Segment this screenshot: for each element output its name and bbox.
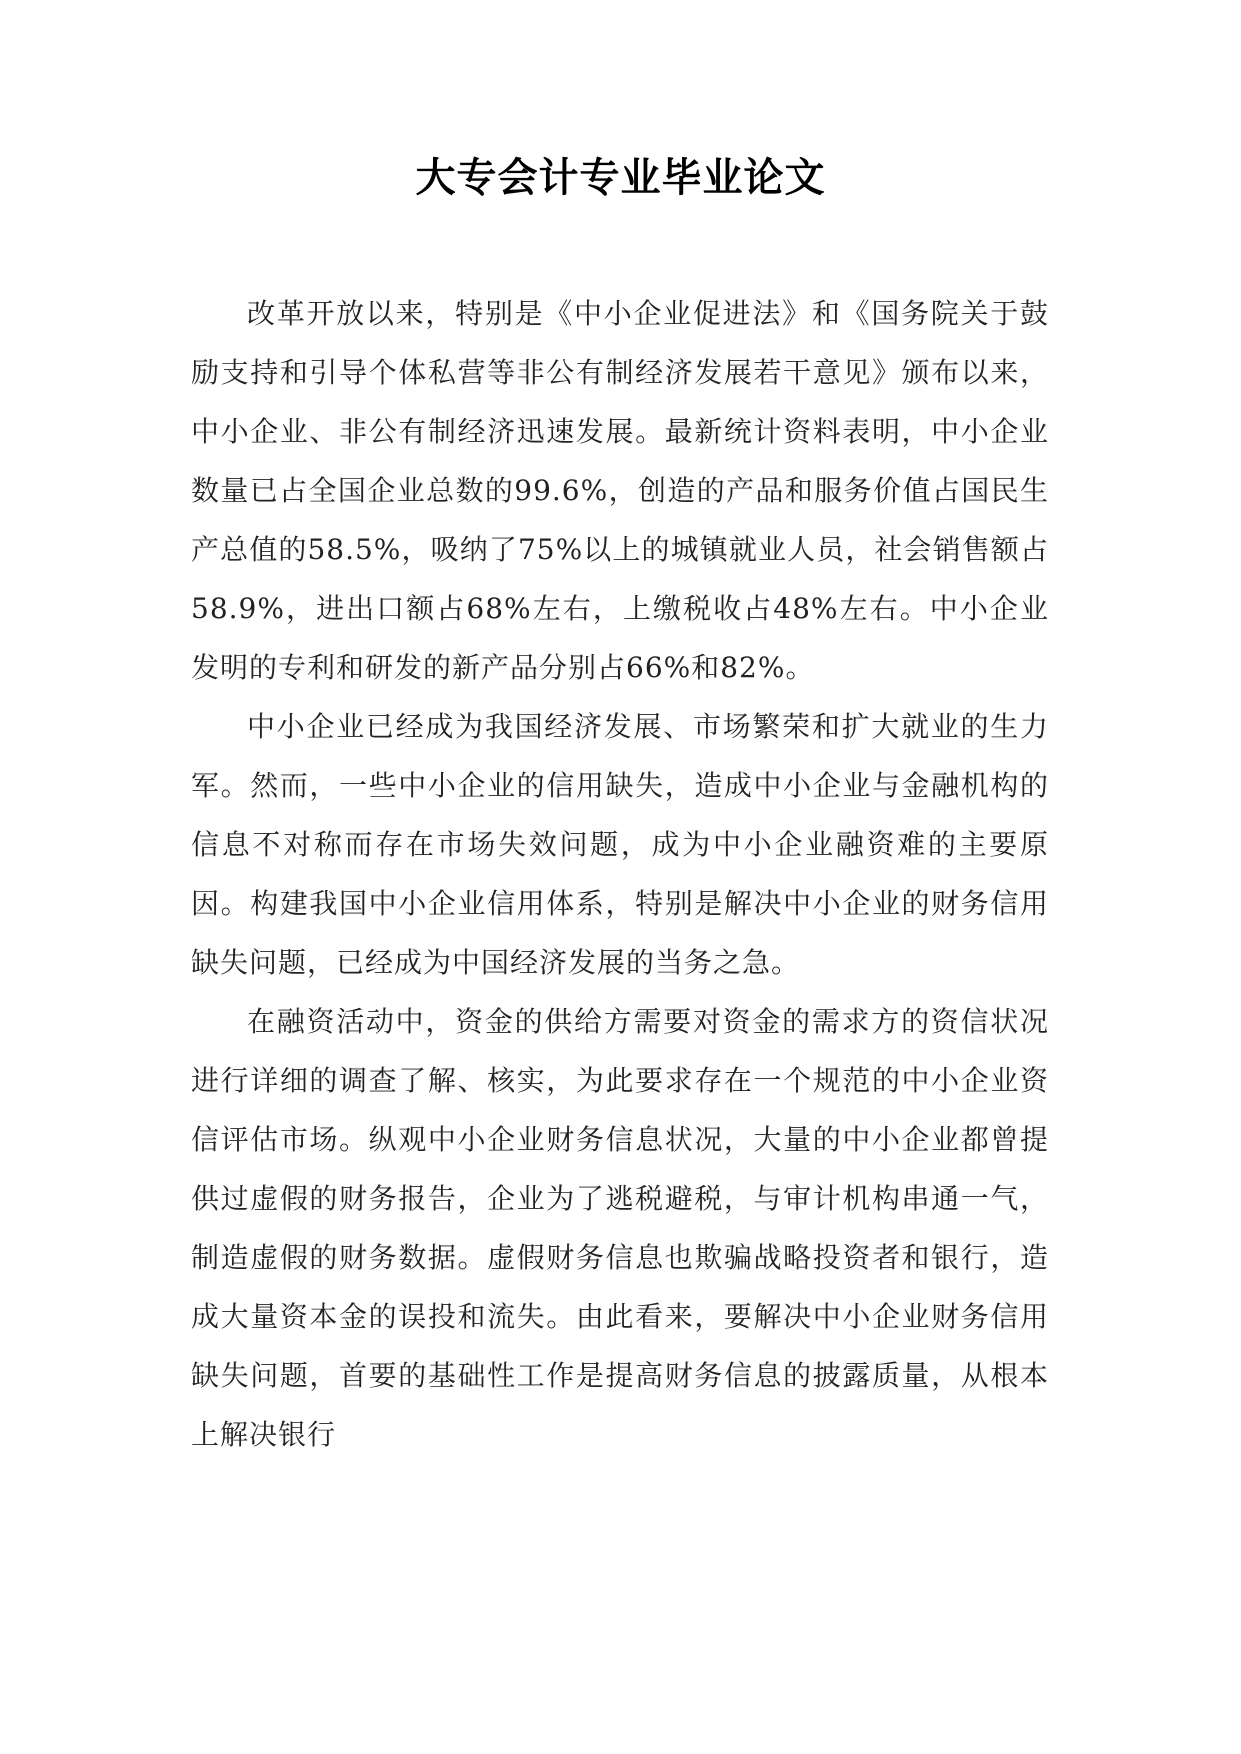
paragraph-3: 在融资活动中，资金的供给方需要对资金的需求方的资信状况进行详细的调查了解、核实，为此要求存在一个规范的中小企业资信评估市场。纵观中小企业财务信息状况，大量的中小企业都曾提供过虚假的财务报告，企业为了逃税避税，与审计机构串通一气，制造虚假的财务数据。虚假财务信息也欺骗战略投资者和银行，造成大量资本金的误投和流失。由此看来，要解决中小企业财务信用缺失问题，首要的基础性工作是提高财务信息的披露质量，从根本上解决银行 [191, 1005, 1049, 1451]
document-title: 大专会计专业毕业论文 [415, 155, 826, 201]
paragraph-1: 改革开放以来，特别是《中小企业促进法》和《国务院关于鼓励支持和引导个体私营等非公有制经济发展若干意见》颁布以来，中小企业、非公有制经济迅速发展。最新统计资料表明，中小企业数量已占全国企业总数的99.6%，创造的产品和服务价值占国民生产总值的58.5%，吸纳了75%以上的城镇就业人员，社会销售额占58.9%，进出口额占68%左右，上缴税收占48%左右。中小企业发明的专利和研发的新产品分别占66%和82%。 [191, 297, 1049, 684]
document-body [191, 284, 1049, 1464]
paragraph-2: 中小企业已经成为我国经济发展、市场繁荣和扩大就业的生力军。然而，一些中小企业的信用缺失，造成中小企业与金融机构的信息不对称而存在市场失效问题，成为中小企业融资难的主要原因。构建我国中小企业信用体系，特别是解决中小企业的财务信用缺失问题，已经成为中国经济发展的当务之急。 [191, 710, 1049, 979]
